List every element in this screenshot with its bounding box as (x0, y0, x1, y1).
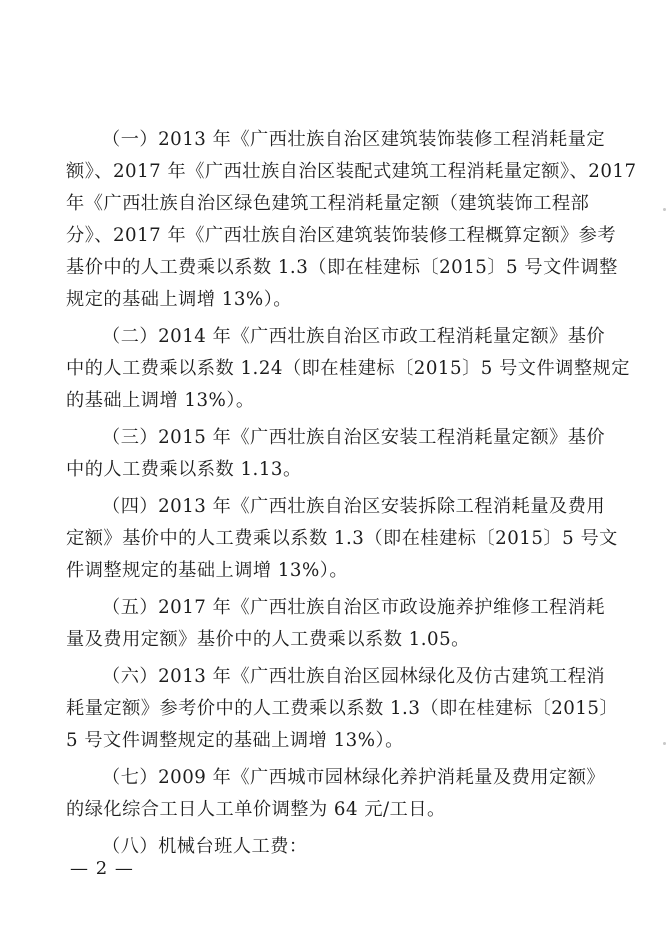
paragraph-item-6 (66, 661, 619, 757)
text-line: （八）机械台班人工费： (102, 836, 308, 857)
text-line: （一）2013 年《广西壮族自治区建筑装饰装修工程消耗量定 (102, 129, 606, 150)
paragraph-item-7 (66, 762, 606, 826)
text-line: （六）2013 年《广西壮族自治区园林绿化及仿古建筑工程消 (102, 666, 606, 687)
paragraph-item-3 (66, 422, 606, 486)
text-line: 规定的基础上调增 13%）。 (66, 289, 292, 310)
paragraph-item-4 (66, 491, 618, 587)
text-line: 中的人工费乘以系数 1.13。 (66, 459, 302, 480)
text-line: 的绿化综合工日人工单价调整为 64 元/工日。 (66, 799, 446, 820)
text-line: 额》、2017 年《广西壮族自治区装配式建筑工程消耗量定额》、2017 (66, 161, 637, 182)
document-body (66, 124, 637, 868)
text-line: （七）2009 年《广西城市园林绿化养护消耗量及费用定额》 (102, 767, 606, 788)
text-line: 年《广西壮族自治区绿色建筑工程消耗量定额（建筑装饰工程部 (66, 193, 590, 214)
text-line: 耗量定额》参考价中的人工费乘以系数 1.3（即在桂建标〔2015〕 (66, 698, 619, 719)
page-number: — 2 — (70, 858, 134, 879)
text-line: （二）2014 年《广西壮族自治区市政工程消耗量定额》基价 (102, 326, 606, 347)
text-line: 中的人工费乘以系数 1.24（即在桂建标〔2015〕5 号文件调整规定 (66, 358, 630, 379)
text-line: （四）2013 年《广西壮族自治区安装拆除工程消耗量及费用 (102, 496, 606, 517)
text-line: 的基础上调增 13%）。 (66, 390, 255, 411)
text-line: 基价中的人工费乘以系数 1.3（即在桂建标〔2015〕5 号文件调整 (66, 257, 618, 278)
text-line: 分》、2017 年《广西壮族自治区建筑装饰装修工程概算定额》参考 (66, 225, 617, 246)
text-line: （三）2015 年《广西壮族自治区安装工程消耗量定额》基价 (102, 427, 606, 448)
text-line: 量及费用定额》基价中的人工费乘以系数 1.05。 (66, 629, 470, 650)
paragraph-item-2 (66, 321, 630, 417)
text-line: 定额》基价中的人工费乘以系数 1.3（即在桂建标〔2015〕5 号文 (66, 528, 618, 549)
paragraph-item-1 (66, 124, 637, 316)
paragraph-item-8 (66, 831, 590, 863)
paragraph-item-5 (66, 592, 606, 656)
text-line: 件调整规定的基础上调增 13%）。 (66, 560, 349, 581)
text-line: 5 号文件调整规定的基础上调增 13%）。 (66, 730, 404, 751)
scan-speck (663, 742, 666, 745)
text-line: （五）2017 年《广西壮族自治区市政设施养护维修工程消耗 (102, 597, 606, 618)
scan-speck (663, 208, 666, 211)
